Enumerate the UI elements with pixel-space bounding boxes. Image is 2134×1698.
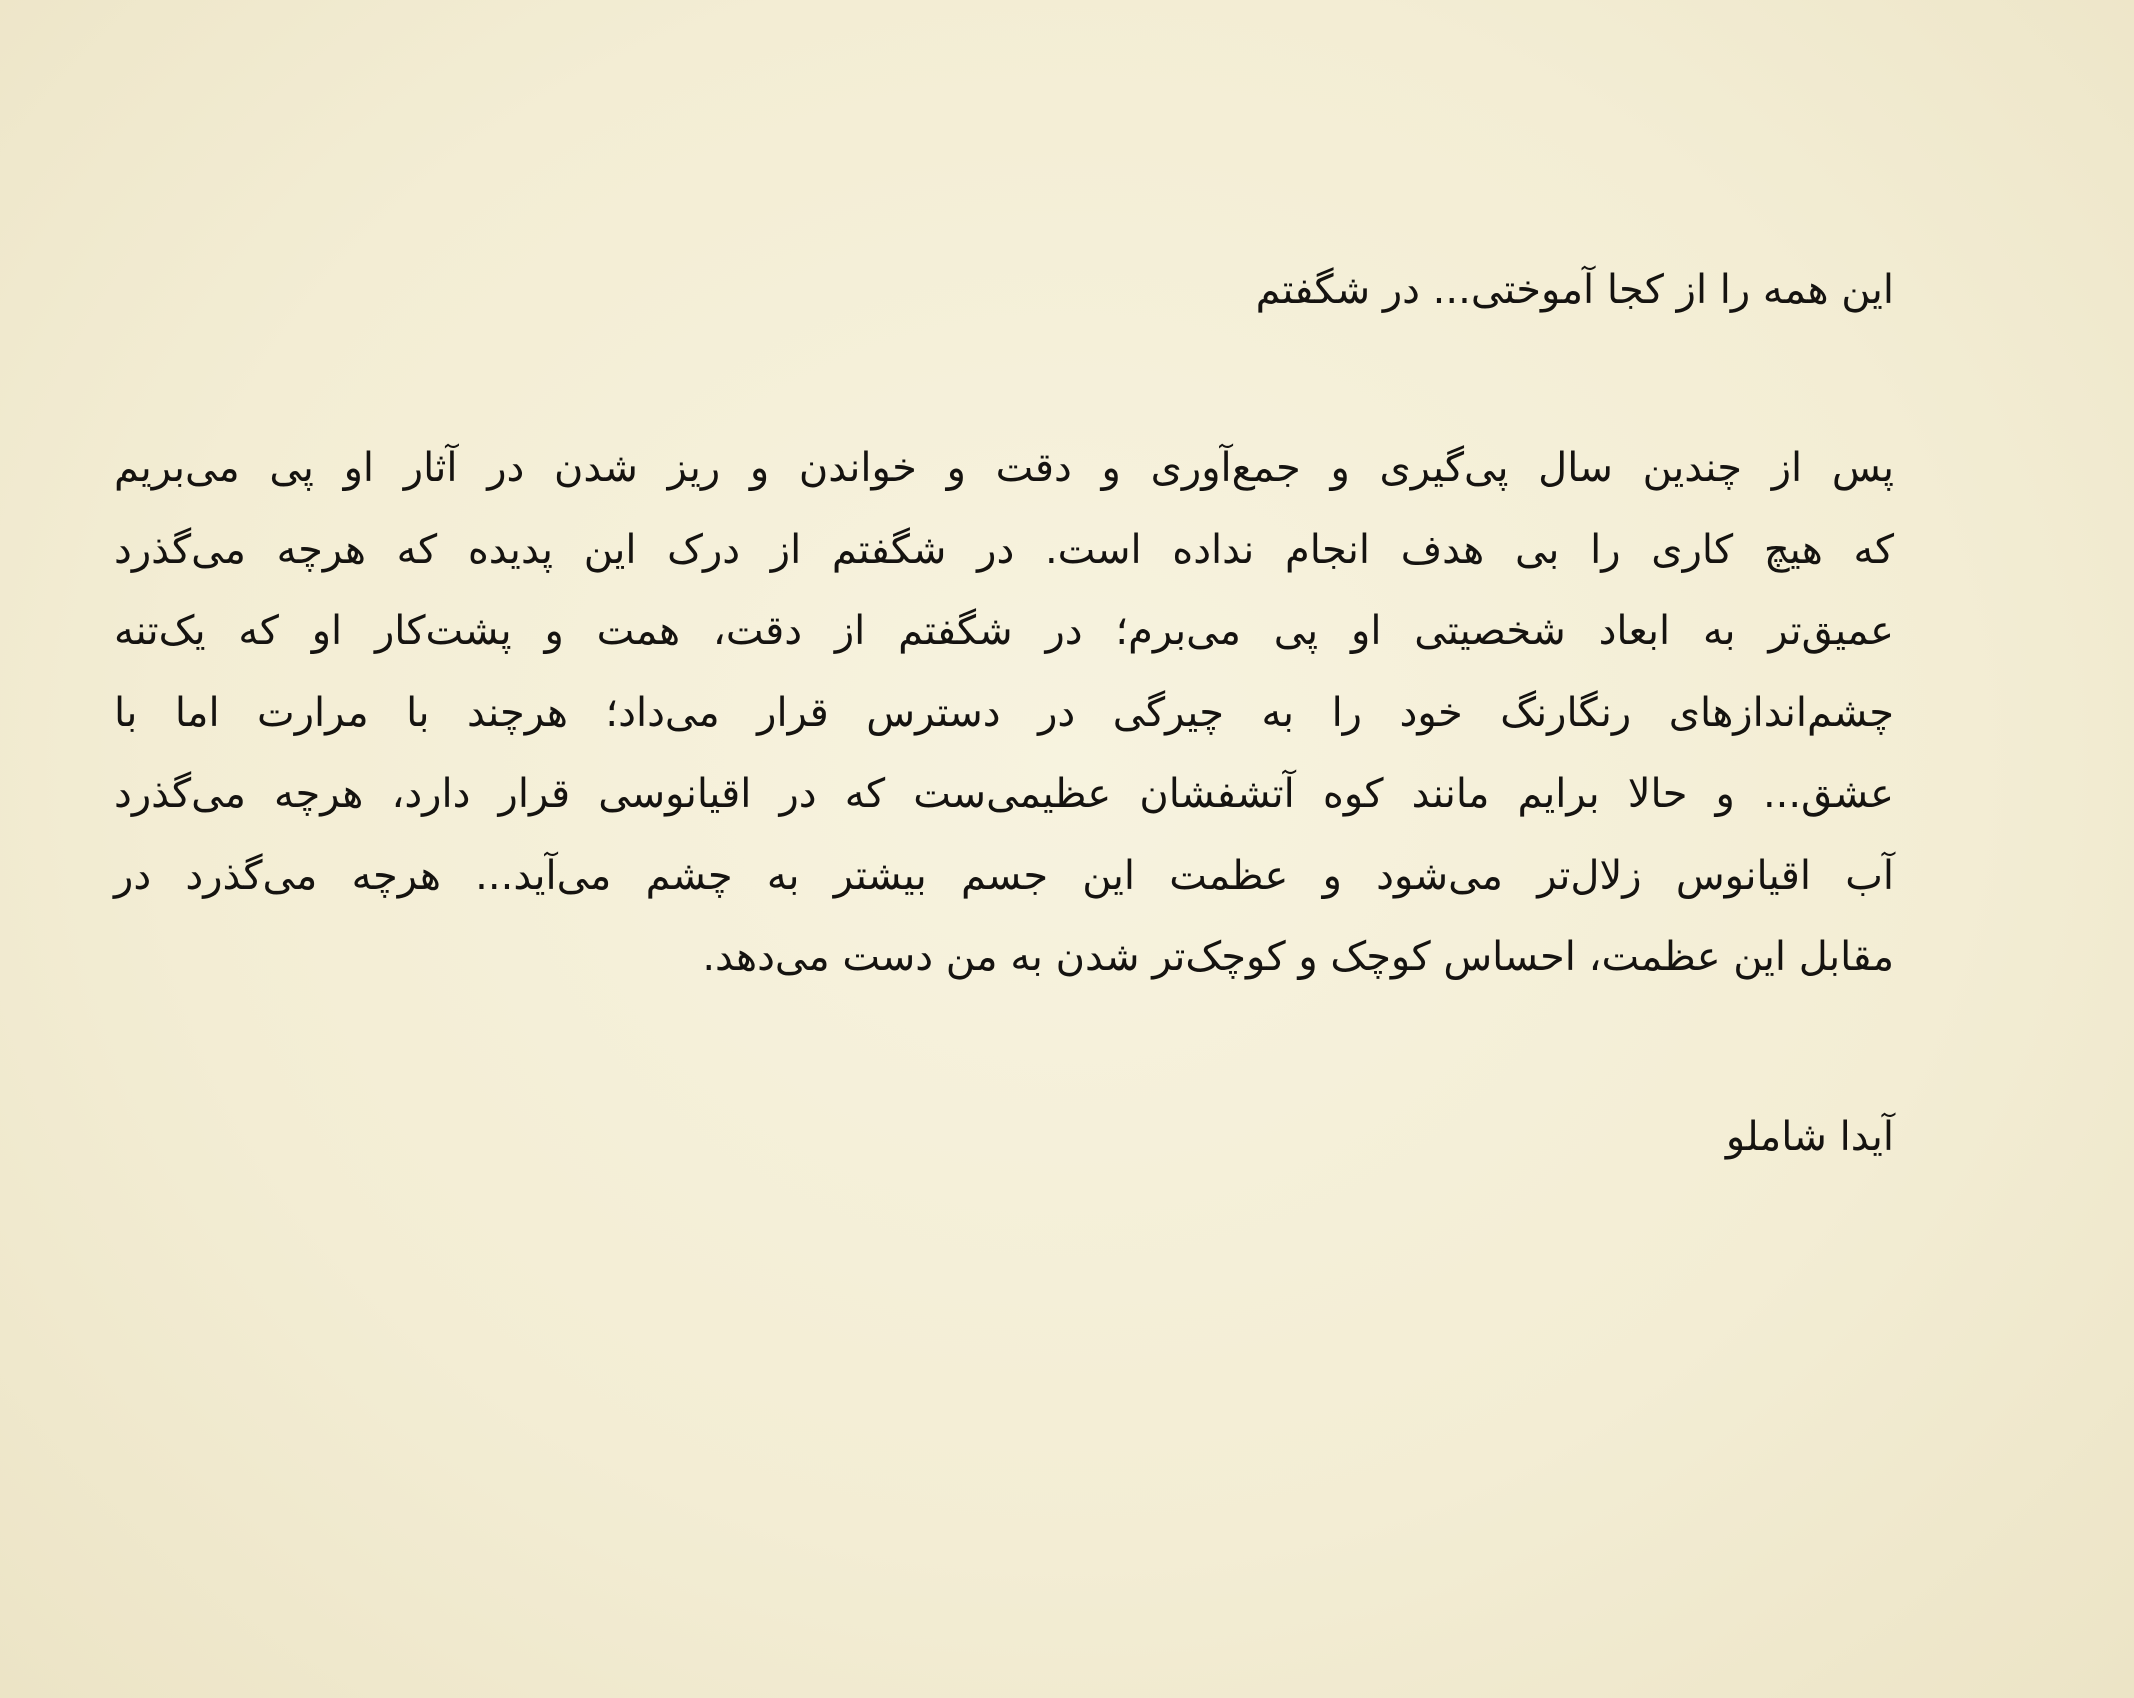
paragraph-line: پس از چندین سال پی‌گیری و جمع‌آوری و دقت و خواندن و ریز شدن در آثار او پی می‌بریم — [114, 445, 1894, 491]
paragraph-line: چشم‌اندازهای رنگارنگ خود را به چیرگی در دسترس قرار می‌داد؛ هرچند با مرارت اما با — [114, 689, 1894, 736]
body-paragraph — [114, 428, 1894, 999]
paragraph-line: عشق... و حالا برایم مانند کوه آتشفشان عظیمی‌ست که در اقیانوسی قرار دارد، هرچه می‌گذرد — [114, 771, 1894, 817]
text-block — [114, 250, 1894, 1177]
heading: این همه را از کجا آموختی... در شگفتم — [1255, 267, 1894, 313]
paragraph-line: عمیق‌تر به ابعاد شخصیتی او پی می‌برم؛ در شگفتم از دقت، همت و پشت‌کار او که یک‌تنه — [114, 608, 1894, 654]
paragraph-line: آب اقیانوس زلال‌تر می‌شود و عظمت این جسم بیشتر به چشم می‌آید... هرچه می‌گذرد در — [114, 852, 1894, 899]
paragraph-line: مقابل این عظمت، احساس کوچک و کوچک‌تر شدن به من دست می‌دهد. — [702, 934, 1894, 980]
signature: آیدا شاملو — [1725, 1113, 1894, 1160]
paragraph-line: که هیچ کاری را بی هدف انجام نداده است. در شگفتم از درک این پدیده که هرچه می‌گذرد — [114, 526, 1894, 573]
